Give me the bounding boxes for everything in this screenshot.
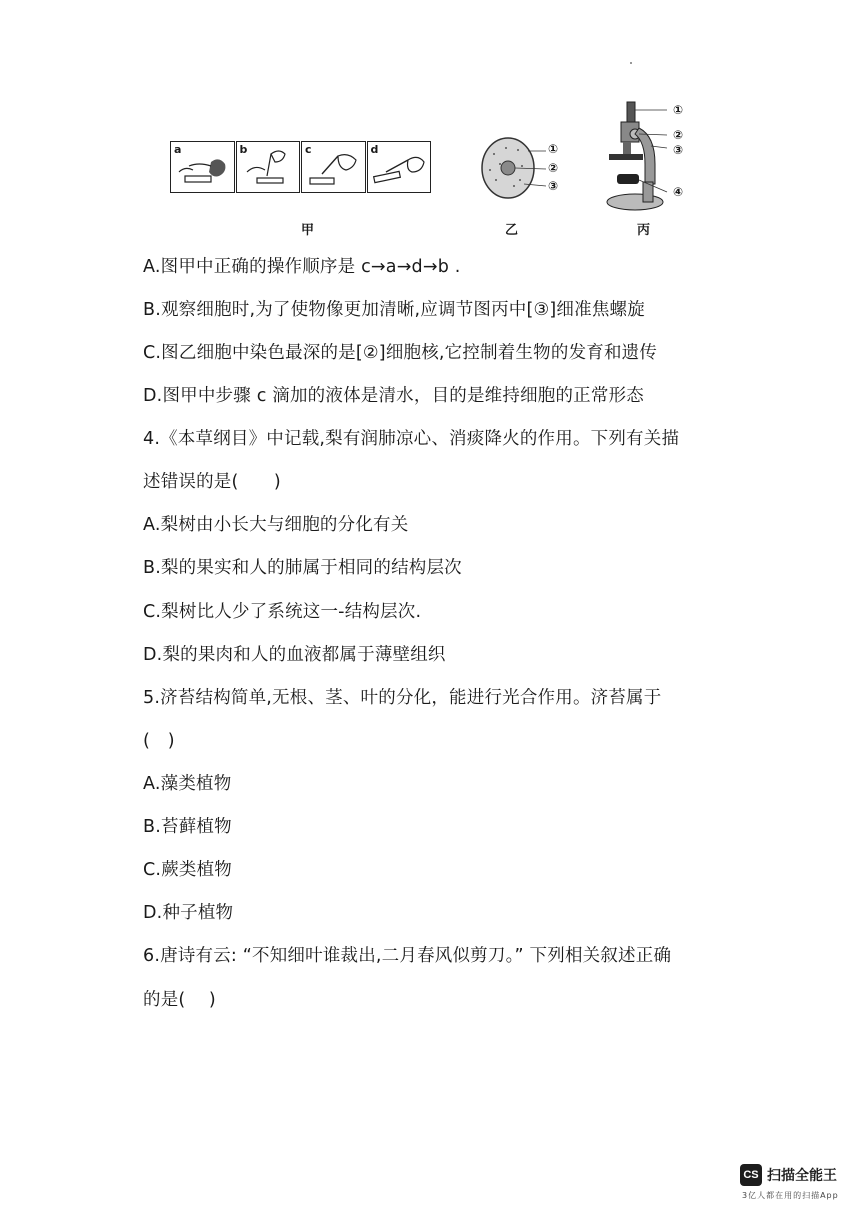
- option-4c: C.梨树比人少了系统这一-结构层次.: [143, 602, 422, 622]
- question-5-stem: 5.济苔结构简单,无根、茎、叶的分化，能进行光合作用。济苔属于: [143, 688, 662, 708]
- question-5-stem-cont: ( ): [143, 731, 175, 751]
- caption-yi: 乙: [505, 223, 519, 238]
- panel-letter: d: [370, 143, 379, 156]
- cell-label-2: ②: [548, 161, 559, 175]
- question-4-stem: 4.《本草纲目》中记载,梨有润肺凉心、消痰降火的作用。下列有关描: [143, 429, 680, 449]
- option-4d: D.梨的果肉和人的血液都属于薄壁组织: [143, 645, 446, 665]
- option-4b: B.梨的果实和人的肺属于相同的结构层次: [143, 558, 462, 578]
- microscope-label-3: ③: [673, 143, 684, 157]
- panel-a: [170, 141, 235, 193]
- microscope-label-4: ④: [673, 185, 684, 199]
- cell-label-3: ③: [548, 179, 559, 193]
- option-5b: B.苔藓植物: [143, 817, 232, 837]
- watermark-name: 扫描全能王: [767, 1168, 837, 1184]
- hand-wiping-slide-icon: [171, 142, 235, 192]
- speck: [630, 62, 632, 64]
- caption-bing: 丙: [637, 223, 651, 238]
- option-3c: C.图乙细胞中染色最深的是[②]细胞核,它控制着生物的发育和遗传: [143, 343, 658, 363]
- cell-label-1: ①: [548, 142, 559, 156]
- microscope-label-2: ②: [673, 128, 684, 142]
- option-3a: A.图甲中正确的操作顺序是 c→a→d→b .: [143, 257, 461, 277]
- panel-letter: b: [239, 143, 248, 156]
- procedure-panels-jia: [170, 141, 432, 193]
- hand-with-tweezers-icon: [237, 142, 301, 192]
- dropper-on-slide-icon: [302, 142, 366, 192]
- option-5a: A.藻类植物: [143, 774, 232, 794]
- option-5c: C.蕨类植物: [143, 860, 232, 880]
- question-6-stem-cont: 的是( ): [143, 990, 216, 1010]
- panel-letter: c: [305, 143, 312, 156]
- caption-jia: 甲: [301, 223, 315, 238]
- coverslip-placing-icon: [368, 142, 432, 192]
- panel-d: [367, 141, 432, 193]
- scanner-watermark: [740, 1161, 850, 1205]
- panel-b: [236, 141, 301, 193]
- camscanner-logo-icon: CS: [740, 1164, 762, 1186]
- watermark-tagline: 3亿人都在用的扫描App: [742, 1191, 839, 1200]
- option-3d: D.图甲中步骤 c 滴加的液体是清水，目的是维持细胞的正常形态: [143, 386, 644, 406]
- question-4-stem-cont: 述错误的是( ): [143, 472, 281, 492]
- figure-row: [170, 98, 710, 238]
- option-4a: A.梨树由小长大与细胞的分化有关: [143, 515, 409, 535]
- question-6-stem: 6.唐诗有云: “不知细叶谁裁出,二月春风似剪刀。” 下列相关叙述正确: [143, 946, 672, 966]
- panel-letter: a: [174, 143, 182, 156]
- panel-c: [301, 141, 366, 193]
- option-5d: D.种子植物: [143, 903, 234, 923]
- microscope-label-1: ①: [673, 103, 684, 117]
- option-3b: B.观察细胞时,为了使物像更加清晰,应调节图丙中[③]细准焦螺旋: [143, 300, 645, 320]
